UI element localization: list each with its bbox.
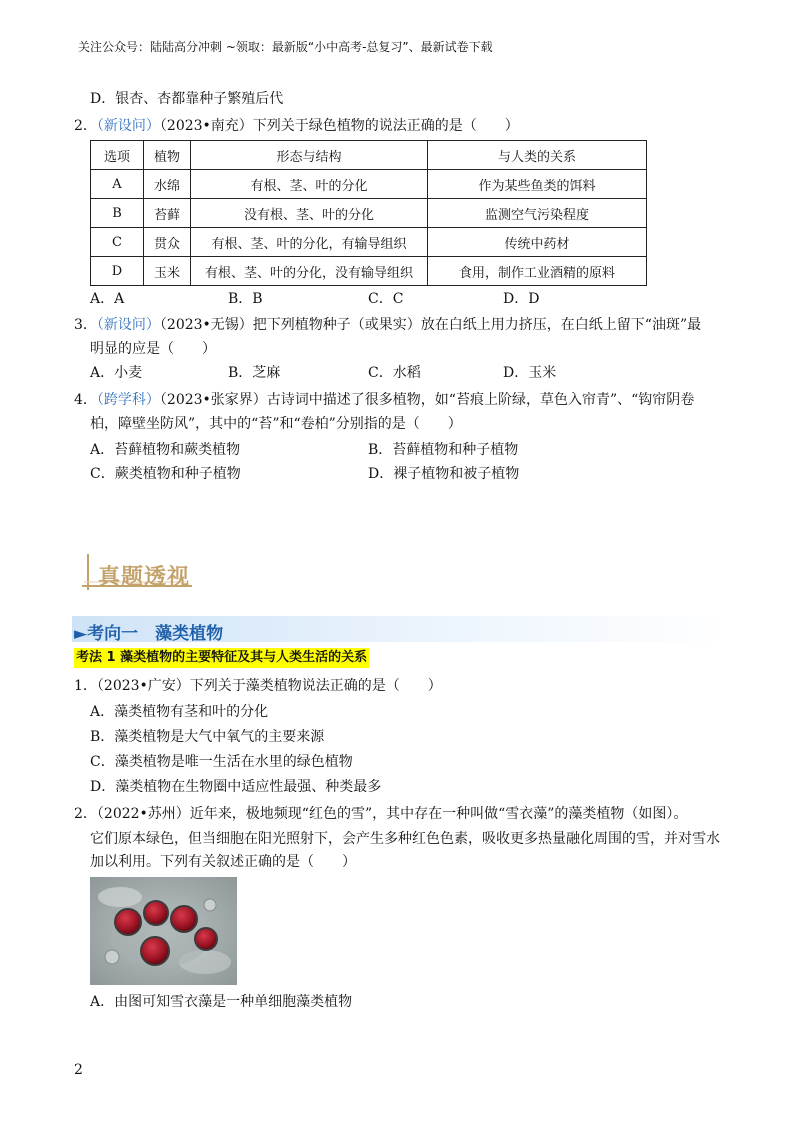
q2-stem bbox=[74, 117, 519, 135]
q2-tag: （新设问） bbox=[96, 118, 160, 134]
table-cell: 食用，制作工业酒精的原料 bbox=[428, 257, 647, 286]
table-cell: 水绵 bbox=[144, 170, 191, 199]
page-header: 关注公众号：陆陆高分冲刺 ~领取：最新版“小中高考-总复习”、最新试卷下载 bbox=[78, 40, 493, 54]
page-number: 2 bbox=[74, 1062, 83, 1078]
kaofa-highlight: 考法 1 藻类植物的主要特征及其与人类生活的关系 bbox=[74, 648, 369, 668]
table-cell: 有根、茎、叶的分化，没有输导组织 bbox=[191, 257, 428, 286]
p2-stem-line1: 2．（2022•苏州）近年来，极地频现“红色的雪”，其中存在一种叫做“雪衣藻”的藻类植物（如图）。 bbox=[74, 806, 688, 822]
table-cell: 苔藓 bbox=[144, 199, 191, 228]
snow-algae-micrograph bbox=[90, 877, 237, 985]
table-header-cell: 选项 bbox=[91, 141, 144, 170]
p2-option-a: A．由图可知雪衣藻是一种单细胞藻类植物 bbox=[90, 994, 353, 1010]
table-cell: 监测空气污染程度 bbox=[428, 199, 647, 228]
q2-text: （2023•南充）下列关于绿色植物的说法正确的是（ ） bbox=[159, 118, 519, 134]
q2-number: 2． bbox=[74, 118, 97, 134]
p1-option-c: C．藻类植物是唯一生活在水里的绿色植物 bbox=[90, 754, 353, 770]
table-header-cell: 与人类的关系 bbox=[428, 141, 647, 170]
q3-tag: （新设问） bbox=[96, 317, 160, 333]
table-cell: C bbox=[91, 228, 144, 257]
table-cell: 贯众 bbox=[144, 228, 191, 257]
table-header-row bbox=[91, 141, 647, 170]
p1-option-d: D．藻类植物在生物圈中适应性最强、种类最多 bbox=[90, 779, 382, 795]
q4-option-a: A．苔藓植物和蕨类植物 bbox=[90, 442, 241, 458]
q3-number: 3． bbox=[74, 317, 97, 333]
q3-text: （2023•无锡）把下列植物种子（或果实）放在白纸上用力挤压，在白纸上留下“油斑”最 bbox=[159, 317, 702, 333]
q2-option-a: A．A bbox=[90, 291, 125, 307]
table-cell: A bbox=[91, 170, 144, 199]
table-cell: 有根、茎、叶的分化 bbox=[191, 170, 428, 199]
q2-option-d: D．D bbox=[503, 291, 540, 307]
table-cell: 玉米 bbox=[144, 257, 191, 286]
table-row bbox=[91, 199, 647, 228]
table-cell: 传统中药材 bbox=[428, 228, 647, 257]
table-cell: 没有根、茎、叶的分化 bbox=[191, 199, 428, 228]
table-header-cell: 形态与结构 bbox=[191, 141, 428, 170]
table-header-cell: 植物 bbox=[144, 141, 191, 170]
q3-option-a: A．小麦 bbox=[90, 365, 143, 381]
table-cell: D bbox=[91, 257, 144, 286]
q3-text-cont: 明显的应是（ ） bbox=[90, 341, 216, 357]
q4-tag: （跨学科） bbox=[96, 392, 160, 408]
q4-text-cont: 柏，障壁坐防风”，其中的“苔”和“卷柏”分别指的是（ ） bbox=[90, 416, 462, 432]
q3-option-c: C．水稻 bbox=[368, 365, 421, 381]
q2-table bbox=[90, 140, 647, 286]
q4-stem bbox=[74, 391, 694, 409]
p1-option-a: A．藻类植物有茎和叶的分化 bbox=[90, 704, 269, 720]
q4-text: （2023•张家界）古诗词中描述了很多植物，如“苔痕上阶绿，草色入帘青”、“钩帘阴卷 bbox=[159, 392, 695, 408]
prev-option-d: D．银杏、杏都靠种子繁殖后代 bbox=[90, 91, 284, 107]
table-row bbox=[91, 257, 647, 286]
table-cell: 作为某些鱼类的饵料 bbox=[428, 170, 647, 199]
p2-stem-line3: 加以利用。下列有关叙述正确的是（ ） bbox=[90, 854, 356, 870]
q3-option-d: D．玉米 bbox=[503, 365, 557, 381]
direction-title: ►考向一 藻类植物 bbox=[74, 624, 224, 644]
p1-stem: 1．（2023•广安）下列关于藻类植物说法正确的是（ ） bbox=[74, 678, 442, 694]
table-cell: 有根、茎、叶的分化，有输导组织 bbox=[191, 228, 428, 257]
q2-option-c: C．C bbox=[368, 291, 404, 307]
table-row bbox=[91, 228, 647, 257]
section-banner-title: 真题透视 bbox=[98, 565, 191, 590]
q4-option-d: D．裸子植物和被子植物 bbox=[368, 466, 520, 482]
table-cell: B bbox=[91, 199, 144, 228]
q4-option-b: B．苔藓植物和种子植物 bbox=[368, 442, 519, 458]
p2-stem-line2: 它们原本绿色，但当细胞在阳光照射下，会产生多种红色色素，吸收更多热量融化周围的雪，并对雪水 bbox=[90, 831, 720, 847]
q4-number: 4． bbox=[74, 392, 97, 408]
q4-option-c: C．蕨类植物和种子植物 bbox=[90, 466, 241, 482]
q2-option-b: B．B bbox=[228, 291, 263, 307]
q3-stem bbox=[74, 316, 701, 334]
q3-option-b: B．芝麻 bbox=[228, 365, 281, 381]
p1-option-b: B．藻类植物是大气中氧气的主要来源 bbox=[90, 729, 325, 745]
table-row bbox=[91, 170, 647, 199]
